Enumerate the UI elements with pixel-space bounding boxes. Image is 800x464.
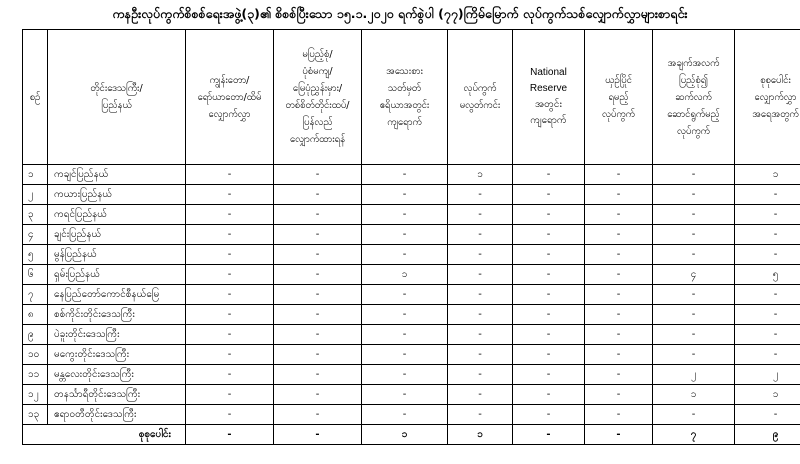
table-row xyxy=(23,165,800,185)
cell-c5: - xyxy=(513,385,585,405)
total-c1: - xyxy=(186,425,274,445)
region-name: နေပြည်တော်ကောင်စီနယ်မြေ xyxy=(48,285,186,305)
row-number: ၇ xyxy=(23,285,48,305)
cell-c7: - xyxy=(653,205,735,225)
cell-c5: - xyxy=(513,365,585,385)
cell-c3: - xyxy=(362,385,448,405)
cell-c6: - xyxy=(585,285,653,305)
cell-c2: - xyxy=(274,345,362,365)
cell-c6: - xyxy=(585,265,653,285)
cell-c4: - xyxy=(448,225,513,245)
total-c7: ၇ xyxy=(653,425,735,445)
region-name: မွန်ပြည်နယ် xyxy=(48,245,186,265)
cell-c3: - xyxy=(362,185,448,205)
cell-c2: - xyxy=(274,225,362,245)
cell-c7: ၄ xyxy=(653,265,735,285)
table-row xyxy=(23,225,800,245)
cell-c7: - xyxy=(653,325,735,345)
cell-c2: - xyxy=(274,285,362,305)
cell-c5: - xyxy=(513,245,585,265)
cell-c4: - xyxy=(448,325,513,345)
cell-c4: - xyxy=(448,205,513,225)
cell-c5: - xyxy=(513,205,585,225)
cell-c3: - xyxy=(362,305,448,325)
cell-c1: - xyxy=(186,265,274,285)
cell-c4: - xyxy=(448,305,513,325)
cell-c5: - xyxy=(513,405,585,425)
region-name: ချင်းပြည်နယ် xyxy=(48,225,186,245)
cell-c5: - xyxy=(513,325,585,345)
cell-c5: - xyxy=(513,345,585,365)
cell-c1: - xyxy=(186,305,274,325)
cell-c1: - xyxy=(186,165,274,185)
cell-c4: - xyxy=(448,185,513,205)
cell-c4: - xyxy=(448,365,513,385)
cell-c8: ၅ xyxy=(735,265,800,285)
row-number: ၁၁ xyxy=(23,365,48,385)
cell-c3: - xyxy=(362,345,448,365)
cell-c2: - xyxy=(274,245,362,265)
total-c2: - xyxy=(274,425,362,445)
table-row xyxy=(23,405,800,425)
cell-c3: - xyxy=(362,365,448,385)
cell-c6: - xyxy=(585,165,653,185)
table-row xyxy=(23,245,800,265)
row-number: ၄ xyxy=(23,225,48,245)
cell-c7: - xyxy=(653,305,735,325)
cell-c8: ၁ xyxy=(735,165,800,185)
cell-c4: - xyxy=(448,345,513,365)
region-name: ကချင်ပြည်နယ် xyxy=(48,165,186,185)
cell-c2: - xyxy=(274,205,362,225)
total-c4: ၁ xyxy=(448,425,513,445)
cell-c3: - xyxy=(362,165,448,185)
header-serial: စဉ် xyxy=(23,30,48,165)
table-row xyxy=(23,305,800,325)
region-name: မကွေးတိုင်းဒေသကြီး xyxy=(48,345,186,365)
table-row xyxy=(23,345,800,365)
cell-c2: - xyxy=(274,385,362,405)
region-name: စစ်ကိုင်းတိုင်းဒေသကြီး xyxy=(48,305,186,325)
cell-c4: - xyxy=(448,265,513,285)
cell-c2: - xyxy=(274,305,362,325)
cell-c1: - xyxy=(186,185,274,205)
total-c8: ၉ xyxy=(735,425,800,445)
header-col1: ကျွန်းတော/ ရော်ယာတော/ထိမ် လျှောက်လွှာ xyxy=(186,30,274,165)
cell-c3: ၁ xyxy=(362,265,448,285)
cell-c7: - xyxy=(653,225,735,245)
cell-c6: - xyxy=(585,185,653,205)
table-row xyxy=(23,325,800,345)
cell-c8: - xyxy=(735,405,800,425)
region-name: ပဲခူးတိုင်းဒေသကြီး xyxy=(48,325,186,345)
region-name: တနင်္သာရီတိုင်းဒေသကြီး xyxy=(48,385,186,405)
region-name: ကရင်ပြည်နယ် xyxy=(48,205,186,225)
cell-c7: - xyxy=(653,165,735,185)
total-row xyxy=(23,425,800,445)
header-col7: အချက်အလက် ပြည့်စုံ၍ ဆက်လက် ဆောင်ရွက်မည့် လုပ်ကွက် xyxy=(653,30,735,165)
cell-c6: - xyxy=(585,225,653,245)
cell-c3: - xyxy=(362,285,448,305)
cell-c6: - xyxy=(585,205,653,225)
cell-c6: - xyxy=(585,245,653,265)
cell-c6: - xyxy=(585,345,653,365)
cell-c7: ၂ xyxy=(653,365,735,385)
cell-c1: - xyxy=(186,325,274,345)
applications-table xyxy=(22,29,800,445)
region-name: ကယားပြည်နယ် xyxy=(48,185,186,205)
cell-c3: - xyxy=(362,245,448,265)
cell-c5: - xyxy=(513,305,585,325)
row-number: ၅ xyxy=(23,245,48,265)
row-number: ၁ xyxy=(23,165,48,185)
header-col3: အသေးစား သတ်မှတ် ဧရိယာအတွင်း ကျရောက် xyxy=(362,30,448,165)
cell-c7: ၁ xyxy=(653,385,735,405)
row-number: ၁၃ xyxy=(23,405,48,425)
table-row xyxy=(23,265,800,285)
row-number: ၁၂ xyxy=(23,385,48,405)
cell-c3: - xyxy=(362,325,448,345)
cell-c4: - xyxy=(448,285,513,305)
cell-c8: - xyxy=(735,245,800,265)
cell-c6: - xyxy=(585,305,653,325)
cell-c8: - xyxy=(735,205,800,225)
cell-c4: - xyxy=(448,385,513,405)
cell-c5: - xyxy=(513,265,585,285)
cell-c4: ၁ xyxy=(448,165,513,185)
row-number: ၁၀ xyxy=(23,345,48,365)
cell-c2: - xyxy=(274,165,362,185)
cell-c2: - xyxy=(274,325,362,345)
document-title: ကနဦးလုပ်ကွက်စိစစ်ရေးအဖွဲ့(၃)၏ စိစစ်ပြီးသော ၁၅.၁.၂၀၂၀ ရက်စွဲပါ (၇၇)ကြိမ်မြောက် လုပ်ကွက်သစ်လျှောက်လွှာများစာရင်း xyxy=(112,6,688,21)
total-c6: - xyxy=(585,425,653,445)
cell-c1: - xyxy=(186,345,274,365)
cell-c8: - xyxy=(735,225,800,245)
cell-c8: - xyxy=(735,185,800,205)
header-col6: ယှဉ်ပြိုင် ရမည့် လုပ်ကွက် xyxy=(585,30,653,165)
cell-c1: - xyxy=(186,225,274,245)
cell-c3: - xyxy=(362,225,448,245)
table-row xyxy=(23,205,800,225)
row-number: ၆ xyxy=(23,265,48,285)
cell-c2: - xyxy=(274,185,362,205)
row-number: ၉ xyxy=(23,325,48,345)
cell-c4: - xyxy=(448,405,513,425)
cell-c5: - xyxy=(513,165,585,185)
cell-c2: - xyxy=(274,365,362,385)
cell-c1: - xyxy=(186,205,274,225)
cell-c7: - xyxy=(653,285,735,305)
cell-c1: - xyxy=(186,365,274,385)
cell-c8: - xyxy=(735,325,800,345)
cell-c6: - xyxy=(585,365,653,385)
cell-c1: - xyxy=(186,285,274,305)
table-row xyxy=(23,385,800,405)
cell-c8: ၁ xyxy=(735,385,800,405)
cell-c8: - xyxy=(735,285,800,305)
header-col5: National Reserve အတွင်း ကျရောက် xyxy=(513,30,585,165)
table-row xyxy=(23,365,800,385)
row-number: ၃ xyxy=(23,205,48,225)
header-col8: စုစုပေါင်း လျှောက်လွှာ အရေအတွက် xyxy=(735,30,800,165)
cell-c8: - xyxy=(735,345,800,365)
cell-c1: - xyxy=(186,405,274,425)
table-row xyxy=(23,185,800,205)
cell-c5: - xyxy=(513,225,585,245)
table-row xyxy=(23,285,800,305)
cell-c6: - xyxy=(585,325,653,345)
cell-c7: - xyxy=(653,185,735,205)
row-number: ၈ xyxy=(23,305,48,325)
cell-c6: - xyxy=(585,385,653,405)
cell-c7: - xyxy=(653,245,735,265)
cell-c7: - xyxy=(653,345,735,365)
table-header-row xyxy=(23,30,800,165)
region-name: ရှမ်းပြည်နယ် xyxy=(48,265,186,285)
cell-c2: - xyxy=(274,265,362,285)
header-region: တိုင်းဒေသကြီး/ ပြည်နယ် xyxy=(48,30,186,165)
header-col4: လုပ်ကွက် မလွတ်ကင်း xyxy=(448,30,513,165)
cell-c5: - xyxy=(513,185,585,205)
cell-c6: - xyxy=(585,405,653,425)
cell-c3: - xyxy=(362,205,448,225)
cell-c2: - xyxy=(274,405,362,425)
total-c5: - xyxy=(513,425,585,445)
cell-c8: - xyxy=(735,305,800,325)
total-label: စုစုပေါင်း xyxy=(23,425,186,445)
cell-c3: - xyxy=(362,405,448,425)
total-c3: ၁ xyxy=(362,425,448,445)
cell-c1: - xyxy=(186,385,274,405)
region-name: ဧရာဝတီတိုင်းဒေသကြီး xyxy=(48,405,186,425)
cell-c4: - xyxy=(448,245,513,265)
cell-c7: - xyxy=(653,405,735,425)
cell-c1: - xyxy=(186,245,274,265)
cell-c8: ၂ xyxy=(735,365,800,385)
cell-c5: - xyxy=(513,285,585,305)
region-name: မန္တလေးတိုင်းဒေသကြီး xyxy=(48,365,186,385)
row-number: ၂ xyxy=(23,185,48,205)
header-col2: မပြည့်စုံ/ ပုံစံမကျ/ မြေပုံညွှန်းမှား/ တစ်စိတ်တိုင်းထပ်/ ပြန်လည် လျှောက်ထားရန် xyxy=(274,30,362,165)
